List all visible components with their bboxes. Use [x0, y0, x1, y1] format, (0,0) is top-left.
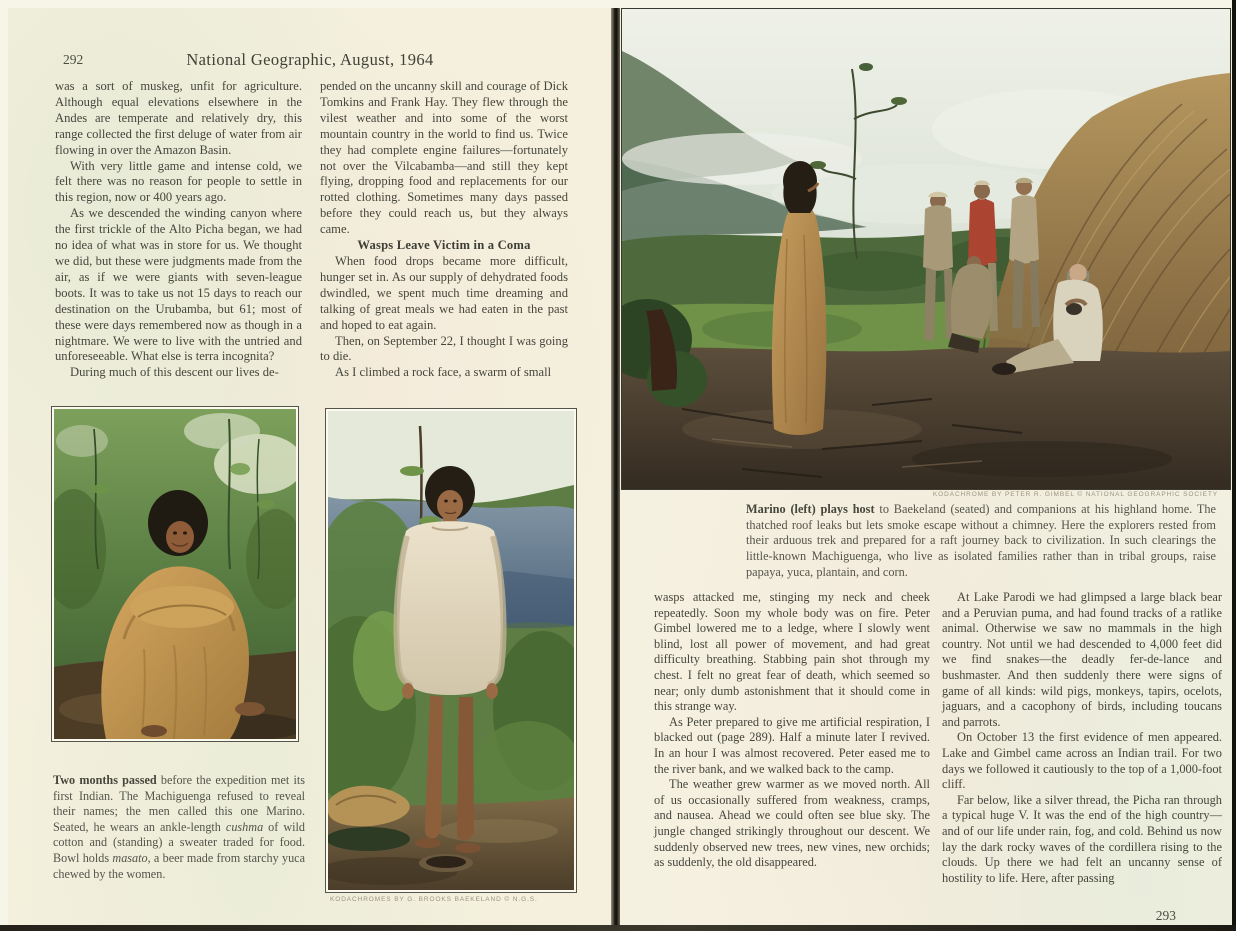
paragraph: On October 13 the first evidence of men appeared. Lake and Gimbel came across an Indian trail. For two days we followed it cautiously to the top of a 1,000-foot cliff.: [942, 730, 1222, 792]
photo-marino-standing-image: [328, 411, 574, 890]
section-subhead: Wasps Leave Victim in a Coma: [357, 238, 531, 253]
caption-marino-plays-host: Marino (left) plays host to Baekeland (seated) and companions at his highland home. The thatched roof leaks but lets smoke escape without a chimney. Here the explorers rested from their arduous trek and prepared for a raft journey back to civilization. In such clearings the little-known Machiguenga, who live as isolated families rather than in tribal groups, raise papaya, yuca, plantain, and corn.: [746, 502, 1216, 579]
left-page-column-1: [55, 79, 302, 381]
magazine-page-left: [8, 8, 612, 925]
paragraph: pended on the uncanny skill and courage of Dick Tomkins and Frank Hay. They flew through the vilest weather and into some of the worst mountain country in the world to find us. Twice they had complete engine failures—fortunately not over the Vilcabamba—and still they kept flying, dropping food and replacements for our rotted clothing. Sometimes many days passed before they could reach us, but they always came.: [320, 79, 568, 237]
paragraph: As we descended the winding canyon where the first trickle of the Alto Picha began, we had no idea of what was in store for us. We thought we did, but these were judgments made from the air, as if we were giants with seven-league boots. It was to take us not 15 days to reach our destination on the Urubamba, but 61; most of these were days remembered now as though in a nightmare. We were to live with the untried and unforeseeable. What else is terra incognita?: [55, 206, 302, 364]
photo-marino-standing: [325, 408, 577, 893]
paragraph: When food drops became more difficult, hunger set in. As our supply of dehydrated foods dwindled, we spent much time dreaming and talking of great meals we had eaten in the past and hoped to eat again.: [320, 253, 568, 332]
magazine-page-right: [620, 8, 1232, 925]
paragraph: Far below, like a silver thread, the Picha ran through a typical huge V. It was the end of the high country—and of our life under rain, fog, and cold. Behind us now lay the dark rocky waves of the cordillera rising to the clouds. Up there we had felt an uncanny sense of hostility to life. Here, after passing: [942, 792, 1222, 885]
scan-bottom-edge: [0, 925, 1236, 931]
photo-marino-seated: [51, 406, 299, 742]
paragraph: wasps attacked me, stinging my neck and cheek repeatedly. Soon my whole body was on fire. Peter Gimbel lowered me to a ledge, where I slowly went blind, lost all power of movement, and had great difficulty breathing. Stabbing pain shot through my chest. I felt no great fear of death, which seemed so near; only dumb astonishment that it should come in this strange way.: [654, 590, 930, 714]
caption-two-months-passed: Two months passed before the expedition met its first Indian. The Machiguenga refused to reveal their names; the men called this one Marino. Seated, he wears an ankle-length cushma of wild cotton and (standing) a sweater traded for food. Bowl holds masato, a beer made from starchy yuca chewed by the women.: [53, 773, 306, 881]
paragraph: As I climbed a rock face, a swarm of small: [335, 365, 552, 380]
running-head: National Geographic, August, 1964: [186, 50, 434, 69]
left-page-column-2: [320, 79, 568, 381]
page-number-left: 292: [63, 52, 84, 67]
page-gutter: [611, 8, 620, 925]
photo-highland-camp: [621, 8, 1231, 490]
photo-marino-seated-image: [54, 409, 296, 739]
photo-highland-camp-image: [622, 9, 1230, 489]
paragraph: With very little game and intense cold, we felt there was no reason for people to settle in this region, now or 400 years ago.: [55, 158, 302, 205]
paragraph: Then, on September 22, I thought I was going to die.: [320, 333, 568, 364]
paragraph: During much of this descent our lives de-: [70, 365, 279, 380]
right-page-column-1: [654, 590, 930, 871]
paragraph: At Lake Parodi we had glimpsed a large black bear and a Peruvian puma, and had found tracks of a ratlike animal. Otherwise we saw no mammals in the high country. Not until we had descended to 4,000 feet did we find snakes—the deadly fer-de-lance and bushmaster. And then suddenly there were signs of game of all kinds: wild pigs, monkeys, tapirs, ocelots, jaguars, and a cacophony of birds, including toucans and parrots.: [942, 590, 1222, 729]
right-page-column-2: [942, 590, 1222, 886]
page-number-right: 293: [1155, 908, 1176, 923]
photo-credit-right: KODACHROME BY PETER R. GIMBEL © NATIONAL GEOGRAPHIC SOCIETY: [932, 491, 1218, 498]
paragraph: was a sort of muskeg, unfit for agriculture. Although equal elevations elsewhere in the Andes are temperate and relatively dry, this range collected the first deluge of water from air flowing in over the Amazon Basin.: [55, 79, 302, 157]
paragraph: As Peter prepared to give me artificial respiration, I blacked out (page 289). Half a minute later I revived. In an hour I was almost recovered. Peter eased me to the river bank, and we walked back to the camp.: [654, 714, 930, 776]
scan-right-edge: [1232, 0, 1236, 931]
photo-credit-left: KODACHROMES BY G. BROOKS BAEKELAND © N.G.S.: [330, 896, 538, 903]
paragraph: The weather grew warmer as we moved north. All of us occasionally suffered from weakness, cramps, and nausea. Ahead we could often see blue sky. The jungle changed strikingly throughout our descent. We suddenly observed new trees, new vines, new orchids; as suddenly, the old disappeared.: [654, 777, 930, 870]
